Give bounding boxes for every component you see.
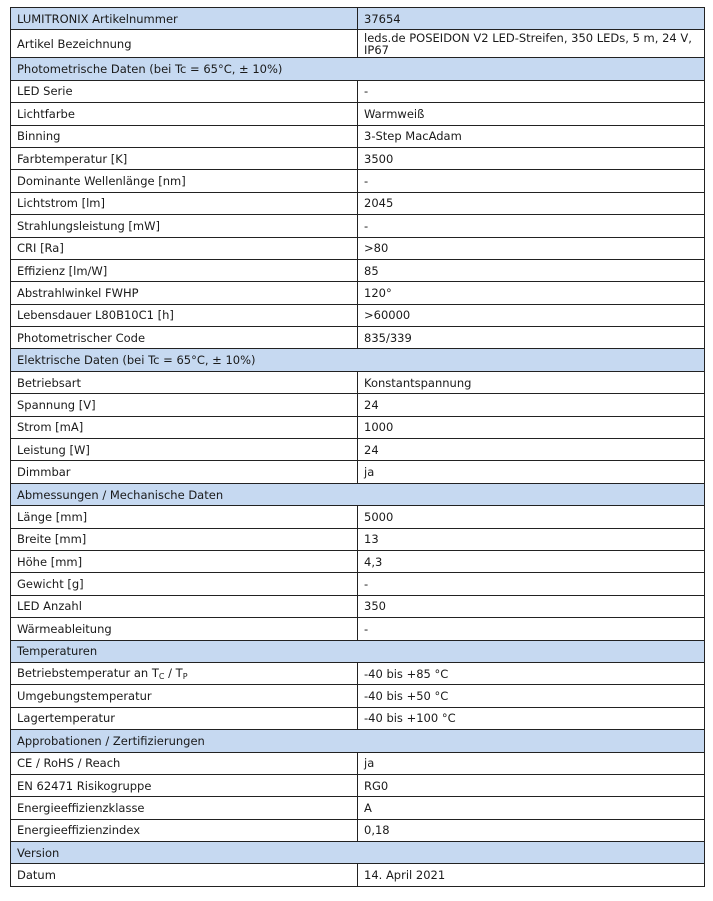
table-row — [11, 215, 705, 237]
row-label: Farbtemperatur [K] — [11, 147, 358, 169]
table-row — [11, 528, 705, 550]
row-value: 24 — [358, 394, 705, 416]
row-value: Warmweiß — [358, 103, 705, 125]
table-row — [11, 439, 705, 461]
section-header-electrical — [11, 349, 705, 371]
section-header-photometric — [11, 58, 705, 80]
table-row — [11, 573, 705, 595]
row-value: 1000 — [358, 416, 705, 438]
section-title: Photometrische Daten (bei Tc = 65°C, ± 10%) — [11, 58, 705, 80]
row-value: - — [358, 170, 705, 192]
row-value: 350 — [358, 595, 705, 617]
table-row — [11, 80, 705, 102]
table-row — [11, 550, 705, 572]
row-label: Photometrischer Code — [11, 327, 358, 349]
table-row — [11, 147, 705, 169]
row-label: Energieeffizienzindex — [11, 819, 358, 841]
table-row — [11, 259, 705, 281]
row-value: A — [358, 797, 705, 819]
table-row — [11, 237, 705, 259]
table-row — [11, 618, 705, 640]
table-row — [11, 707, 705, 729]
row-value: 5000 — [358, 506, 705, 528]
row-label: Länge [mm] — [11, 506, 358, 528]
row-label: Breite [mm] — [11, 528, 358, 550]
section-title: Approbationen / Zertifizierungen — [11, 730, 705, 752]
section-header-approvals — [11, 730, 705, 752]
row-label: Leistung [W] — [11, 439, 358, 461]
table-row — [11, 506, 705, 528]
row-label: Gewicht [g] — [11, 573, 358, 595]
row-label: EN 62471 Risikogruppe — [11, 774, 358, 796]
row-value: >60000 — [358, 304, 705, 326]
row-label: CRI [Ra] — [11, 237, 358, 259]
table-row — [11, 797, 705, 819]
header-row — [11, 8, 705, 30]
row-label: Energieeffizienzklasse — [11, 797, 358, 819]
table-row — [11, 371, 705, 393]
subscript-p: P — [182, 671, 188, 681]
row-value: - — [358, 80, 705, 102]
section-header-temperatures — [11, 640, 705, 662]
table-row — [11, 103, 705, 125]
row-value: 0,18 — [358, 819, 705, 841]
table-row — [11, 774, 705, 796]
section-title: Version — [11, 842, 705, 864]
row-label: Lagertemperatur — [11, 707, 358, 729]
row-value: 14. April 2021 — [358, 864, 705, 886]
row-value: ja — [358, 752, 705, 774]
row-label: Datum — [11, 864, 358, 886]
table-row — [11, 170, 705, 192]
row-label: Lebensdauer L80B10C1 [h] — [11, 304, 358, 326]
row-value: ja — [358, 461, 705, 483]
row-label: Abstrahlwinkel FWHP — [11, 282, 358, 304]
table-row — [11, 461, 705, 483]
row-value: 3500 — [358, 147, 705, 169]
row-value: -40 bis +85 °C — [358, 662, 705, 684]
row-label: LED Anzahl — [11, 595, 358, 617]
section-title: Elektrische Daten (bei Tc = 65°C, ± 10%) — [11, 349, 705, 371]
table-row — [11, 752, 705, 774]
table-row — [11, 864, 705, 886]
row-value: RG0 — [358, 774, 705, 796]
table-row — [11, 394, 705, 416]
row-value: Konstantspannung — [358, 371, 705, 393]
row-label: Umgebungstemperatur — [11, 685, 358, 707]
table-row — [11, 304, 705, 326]
row-value: - — [358, 215, 705, 237]
row-label: Betriebsart — [11, 371, 358, 393]
spec-sheet — [10, 7, 704, 887]
article-label: Artikel Bezeichnung — [11, 30, 358, 58]
table-row — [11, 416, 705, 438]
spec-table — [10, 7, 705, 887]
row-label: Dominante Wellenlänge [nm] — [11, 170, 358, 192]
row-value: 85 — [358, 259, 705, 281]
article-row — [11, 30, 705, 58]
row-value: 4,3 — [358, 550, 705, 572]
row-label: Lichtstrom [lm] — [11, 192, 358, 214]
row-value: - — [358, 573, 705, 595]
header-label: LUMITRONIX Artikelnummer — [11, 8, 358, 30]
section-header-dimensions — [11, 483, 705, 505]
row-label-mid: / T — [164, 665, 183, 680]
section-title: Temperaturen — [11, 640, 705, 662]
row-value: - — [358, 618, 705, 640]
table-row — [11, 662, 705, 684]
row-label: Höhe [mm] — [11, 550, 358, 572]
row-label — [11, 662, 358, 684]
section-title: Abmessungen / Mechanische Daten — [11, 483, 705, 505]
row-label: LED Serie — [11, 80, 358, 102]
article-value: leds.de POSEIDON V2 LED-Streifen, 350 LEDs, 5 m, 24 V, IP67 — [358, 30, 705, 58]
section-header-version — [11, 842, 705, 864]
row-value: 120° — [358, 282, 705, 304]
subscript-c: C — [158, 671, 165, 681]
row-value: >80 — [358, 237, 705, 259]
row-label: Dimmbar — [11, 461, 358, 483]
row-label: Lichtfarbe — [11, 103, 358, 125]
header-value: 37654 — [358, 8, 705, 30]
row-value: 3-Step MacAdam — [358, 125, 705, 147]
row-value: 24 — [358, 439, 705, 461]
row-label: Strahlungsleistung [mW] — [11, 215, 358, 237]
table-row — [11, 192, 705, 214]
table-row — [11, 327, 705, 349]
row-value: 835/339 — [358, 327, 705, 349]
table-row — [11, 595, 705, 617]
row-label: Strom [mA] — [11, 416, 358, 438]
row-value: 2045 — [358, 192, 705, 214]
table-row — [11, 125, 705, 147]
row-label: Effizienz [lm/W] — [11, 259, 358, 281]
table-row — [11, 282, 705, 304]
table-row — [11, 685, 705, 707]
row-label: Wärmeableitung — [11, 618, 358, 640]
row-label: Spannung [V] — [11, 394, 358, 416]
row-label: Binning — [11, 125, 358, 147]
table-row — [11, 819, 705, 841]
row-value: 13 — [358, 528, 705, 550]
row-value: -40 bis +50 °C — [358, 685, 705, 707]
row-label: CE / RoHS / Reach — [11, 752, 358, 774]
row-label-text: Betriebstemperatur an T — [17, 665, 159, 680]
row-value: -40 bis +100 °C — [358, 707, 705, 729]
